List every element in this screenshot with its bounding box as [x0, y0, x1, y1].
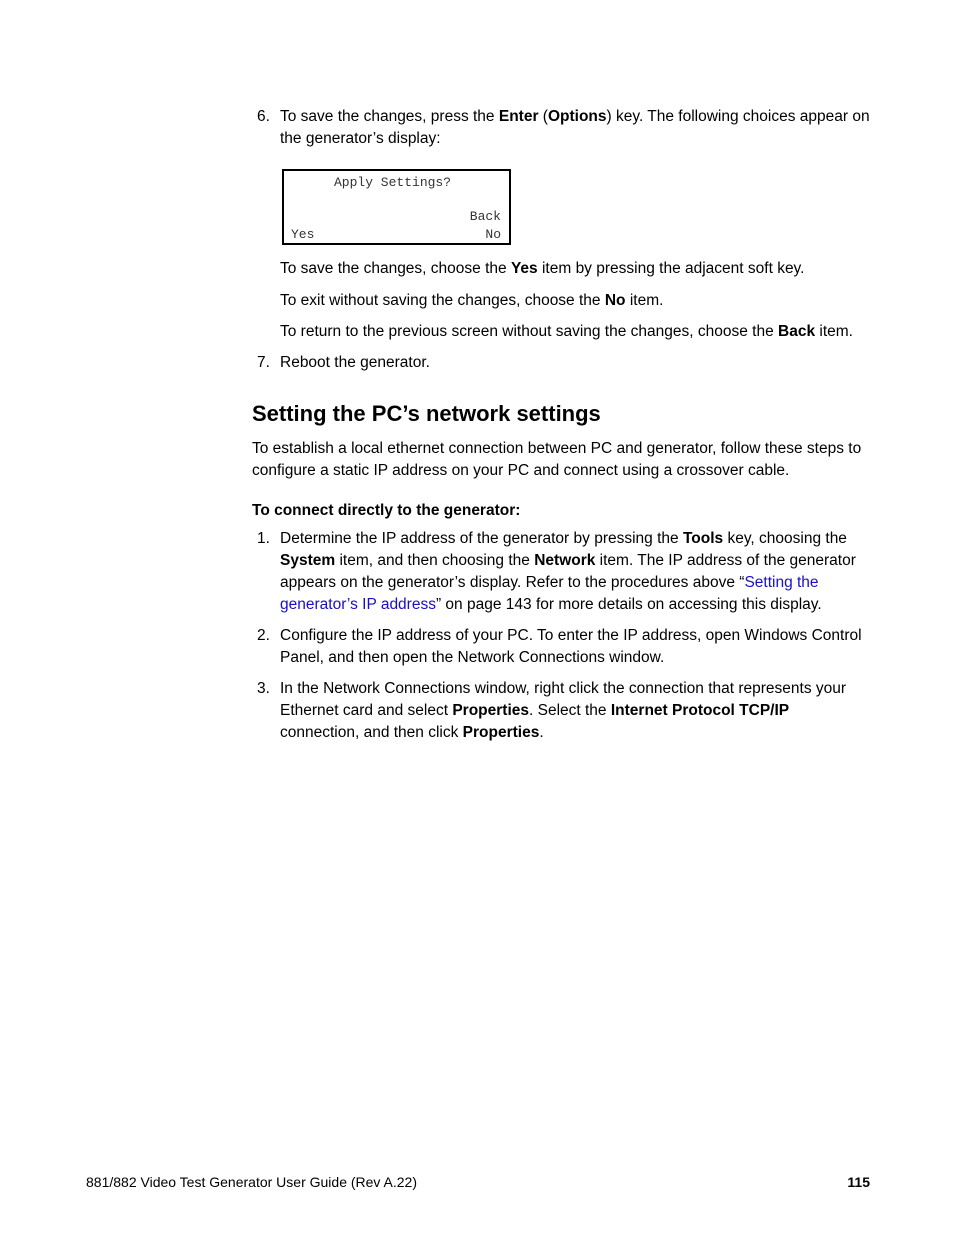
text: To save the changes, press the	[280, 108, 499, 125]
protocol-term: Internet Protocol TCP/IP	[610, 702, 790, 719]
step-text	[280, 106, 872, 150]
generator-display	[282, 169, 511, 245]
text: .	[539, 724, 544, 741]
text: connection, and then click	[280, 724, 463, 741]
text: ) key. The following choices appear on the generator’s display:	[280, 108, 870, 147]
text: ” on page 143 for more details on accessing this display.	[435, 596, 822, 613]
step-2	[252, 625, 872, 669]
step-number: 2.	[257, 627, 270, 644]
procedure-title	[252, 500, 872, 522]
text: item. The IP address of the generator appears on the generator’s display. Refer to the procedures above “	[280, 552, 856, 591]
step-3	[252, 678, 872, 744]
page-number: 115	[847, 1174, 870, 1190]
text: item.	[815, 323, 853, 340]
step-6	[252, 106, 872, 150]
note-no	[280, 290, 870, 312]
properties-term: Properties	[452, 702, 529, 719]
step-number: 6.	[257, 108, 270, 125]
section-intro: To establish a local ethernet connection between PC and generator, follow these steps to configure a static IP address on your PC and connect using a crossover cable.	[252, 440, 862, 479]
network-item: Network	[534, 552, 596, 569]
text: item.	[625, 292, 664, 309]
text: To exit without saving the changes, choose the	[280, 292, 605, 309]
step-text: Reboot the generator.	[280, 354, 430, 371]
display-no: No	[485, 227, 501, 242]
step-7	[252, 352, 872, 374]
footer-title: 881/882 Video Test Generator User Guide (Rev A.22)	[86, 1174, 418, 1190]
step-number: 3.	[257, 680, 270, 697]
display-back: Back	[469, 209, 501, 224]
system-item: System	[280, 552, 336, 569]
note-yes	[280, 258, 870, 280]
yes-term: Yes	[510, 260, 538, 277]
section-heading: Setting the PC’s network settings	[252, 401, 601, 426]
display-title: Apply Settings?	[334, 175, 452, 190]
note-back	[280, 321, 870, 343]
text: item by pressing the adjacent soft key.	[537, 260, 805, 277]
text: item, and then choosing the	[335, 552, 535, 569]
step-number: 7.	[257, 354, 270, 371]
procedure-title-text: To connect directly to the generator:	[252, 502, 521, 519]
properties-term: Properties	[462, 724, 540, 741]
text: To return to the previous screen without saving the changes, choose the	[280, 323, 779, 340]
text: (	[538, 108, 548, 125]
text: key, choosing the	[723, 530, 847, 547]
step-text	[280, 678, 872, 744]
step-1	[252, 528, 872, 616]
step-text	[280, 528, 872, 616]
enter-key: Enter	[498, 108, 539, 125]
options-key: Options	[547, 108, 607, 125]
back-term: Back	[778, 323, 816, 340]
tools-key: Tools	[682, 530, 724, 547]
no-term: No	[604, 292, 626, 309]
text: To save the changes, choose the	[280, 260, 511, 277]
text: Determine the IP address of the generator by pressing the	[280, 530, 683, 547]
display-yes: Yes	[291, 227, 315, 242]
step-number: 1.	[257, 530, 270, 547]
step-text: Configure the IP address of your PC. To enter the IP address, open Windows Control Panel, and then open the Network Connections window.	[280, 627, 862, 666]
text: . Select the	[529, 702, 611, 719]
text: In the Network Connections window, right click the connection that represents your Ethernet card and select	[280, 680, 847, 719]
ip-address-link[interactable]: Setting the generator’s IP address	[280, 574, 819, 613]
